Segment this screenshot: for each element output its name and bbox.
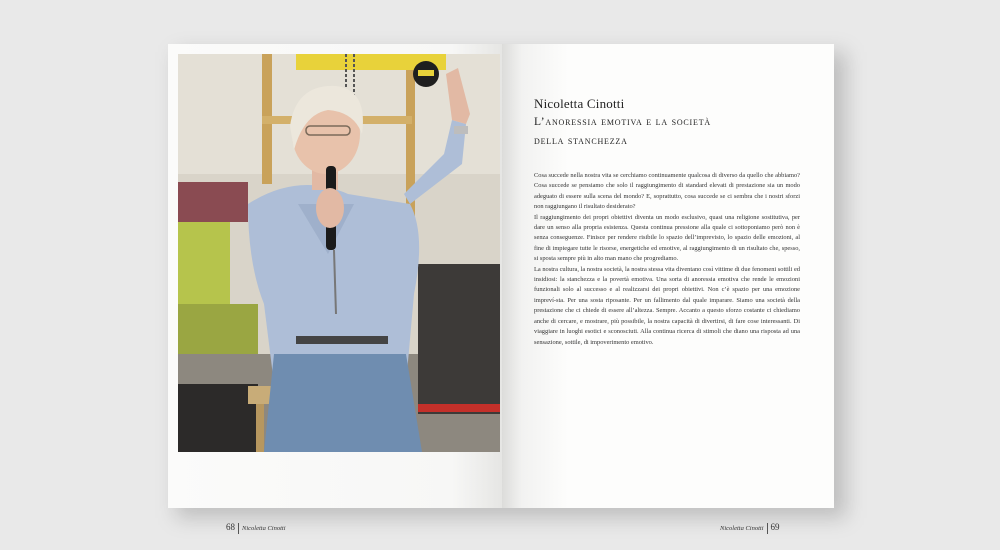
right-running-head: Nicoletta Cinotti bbox=[720, 525, 764, 532]
chapter-subtitle-line-2: della stanchezza bbox=[534, 135, 628, 147]
chapter-title-block bbox=[534, 96, 814, 150]
body-paragraph: Il raggiungimento dei propri obiettivi diventa un modo esclusivo, quasi una religione sostitutiva, per dare un senso alla propria esistenza. Questa continua pressione alla quale ci sottoponiamo però non è senza conseguenze. Finisce per rendere risibile lo spazio dell’imprevisto, lo spazio delle emozioni, al fine di impiegare tutte le risorse, energetiche ed emotive, al raggiungimento di un risultato che, spesso, si sposta sempre più in alto man mano che progrediamo. bbox=[534, 213, 800, 263]
left-running-head: Nicoletta Cinotti bbox=[242, 525, 286, 532]
left-folio bbox=[226, 522, 286, 534]
left-page-number: 68 bbox=[226, 522, 235, 532]
chapter-body-text bbox=[534, 171, 800, 348]
left-page bbox=[168, 44, 502, 532]
body-paragraph: Cosa succede nella nostra vita se cerchiamo continuamente qualcosa di diverso da quello che abbiamo? Cosa succede se pensiamo che solo il raggiungimento di standard elevati di prestazione sia un modo adeguato di essere sulla scena del mondo? E, soprattutto, cosa succede se ci sembra che i nostri sforzi non raggiungano il risultato desiderato? bbox=[534, 172, 800, 211]
right-page-number: 69 bbox=[770, 522, 780, 532]
left-folio-divider bbox=[238, 523, 239, 534]
body-paragraph: La nostra cultura, la nostra società, la nostra stessa vita diventano così vittime di due fenomeni sottili ed insidiosi: la stanchezza e la povertà emotiva. Una sorta di anoressia emotiva che rende le emozioni funzionali solo al successo e al realizzarsi dei propri obiettivi. Non c’è spazio per una emozione impreví-sta. Per una sosta riposante. Per un fallimento dal quale imparare. Siamo una società della prestazione che ci chiede di essere all’altezza. Sempre. Accanto a questo sforzo costante ci chiediamo anche di cercare, e mostrare, più possibile, la nostra capacità di divertirsi, di fare cose interessanti. Di viaggiare in luoghi esotici e sconosciuti. Alla continua ricerca di stimoli che diano una risposta ad una sensazione, sottile, di impoverimento emotivo. bbox=[534, 265, 800, 346]
chapter-subtitle-line-1: L’anoressia emotiva e la società bbox=[534, 116, 711, 128]
chapter-author: Nicoletta Cinotti bbox=[534, 96, 625, 111]
speaker-photo bbox=[178, 54, 500, 452]
right-folio bbox=[720, 522, 780, 534]
right-folio-divider bbox=[767, 523, 768, 534]
